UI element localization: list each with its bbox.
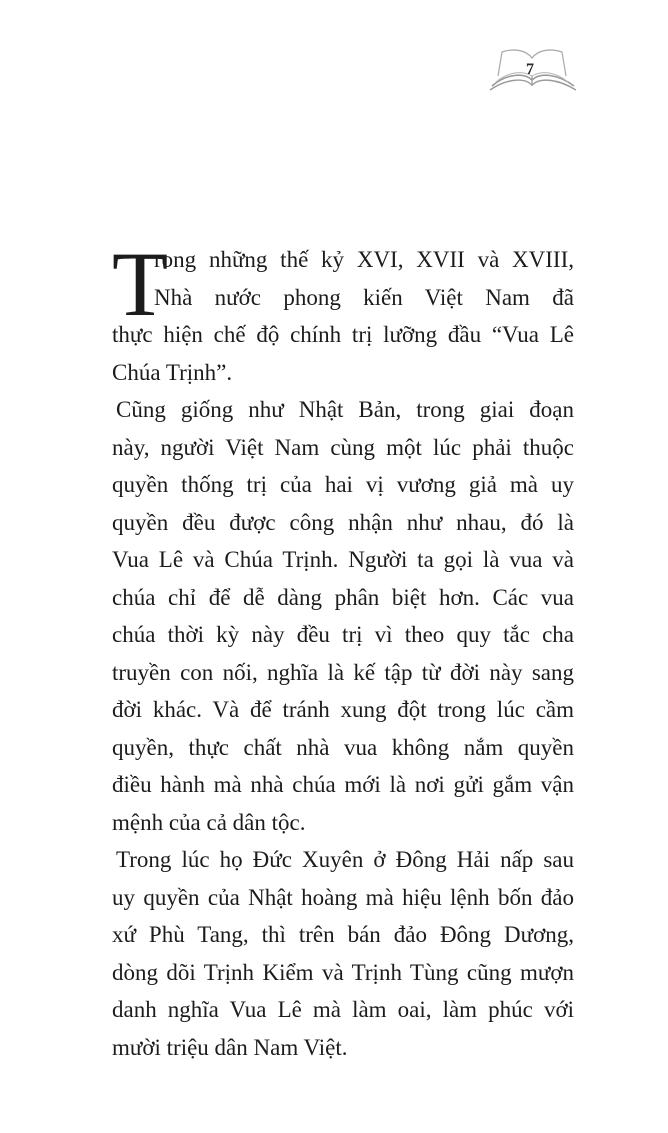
text-line: đời khác. Và để tránh xung đột trong lúc cầm xyxy=(112,697,574,722)
text-line: xứ Phù Tang, thì trên bán đảo Đông Dương, xyxy=(112,922,574,947)
body-text xyxy=(112,233,574,1066)
text-line: Cũng giống như Nhật Bản, trong giai đoạn xyxy=(116,397,574,422)
text-line: Nhà nước phong kiến Việt Nam đã xyxy=(154,284,574,310)
text-line: quyền, thực chất nhà vua không nắm quyền xyxy=(112,734,574,760)
text-line: này, người Việt Nam cùng một lúc phải thuộc xyxy=(112,434,574,460)
page-number: 7 xyxy=(526,61,534,78)
drop-cap: T xyxy=(112,233,169,335)
text-line: dòng dõi Trịnh Kiểm và Trịnh Tùng cũng mượn xyxy=(112,959,574,985)
text-line: uy quyền của Nhật hoàng mà hiệu lệnh bốn đảo xyxy=(112,884,574,910)
text-line: quyền thống trị của hai vị vương giả mà uy xyxy=(112,472,574,497)
text-line: chúa thời kỳ này đều trị vì theo quy tắc cha xyxy=(112,622,574,647)
text-line: truyền con nối, nghĩa là kế tập từ đời này sang xyxy=(112,659,574,685)
paragraph-1 xyxy=(112,233,574,391)
text-line: chúa chỉ để dễ dàng phân biệt hơn. Các vua xyxy=(112,584,574,610)
text-line: danh nghĩa Vua Lê mà làm oai, làm phúc với xyxy=(112,997,574,1022)
text-line: điều hành mà nhà chúa mới là nơi gửi gắm vận xyxy=(112,772,574,797)
paragraph-3 xyxy=(112,841,574,1066)
text-line: mười triệu dân Nam Việt. xyxy=(112,1034,348,1060)
paragraph-2 xyxy=(112,391,574,841)
page-number-marker xyxy=(488,46,580,96)
text-line: quyền đều được công nhận như nhau, đó là xyxy=(112,509,574,535)
text-line: rong những thế kỷ XVI, XVII và XVIII, xyxy=(154,247,574,272)
text-line: Vua Lê và Chúa Trịnh. Người ta gọi là vua và xyxy=(112,547,574,572)
text-line: mệnh của cả dân tộc. xyxy=(112,809,306,835)
text-line: thực hiện chế độ chính trị lưỡng đầu “Vua Lê xyxy=(112,322,574,347)
text-line: Trong lúc họ Đức Xuyên ở Đông Hải nấp sau xyxy=(116,847,574,872)
text-line: Chúa Trịnh”. xyxy=(112,359,233,385)
